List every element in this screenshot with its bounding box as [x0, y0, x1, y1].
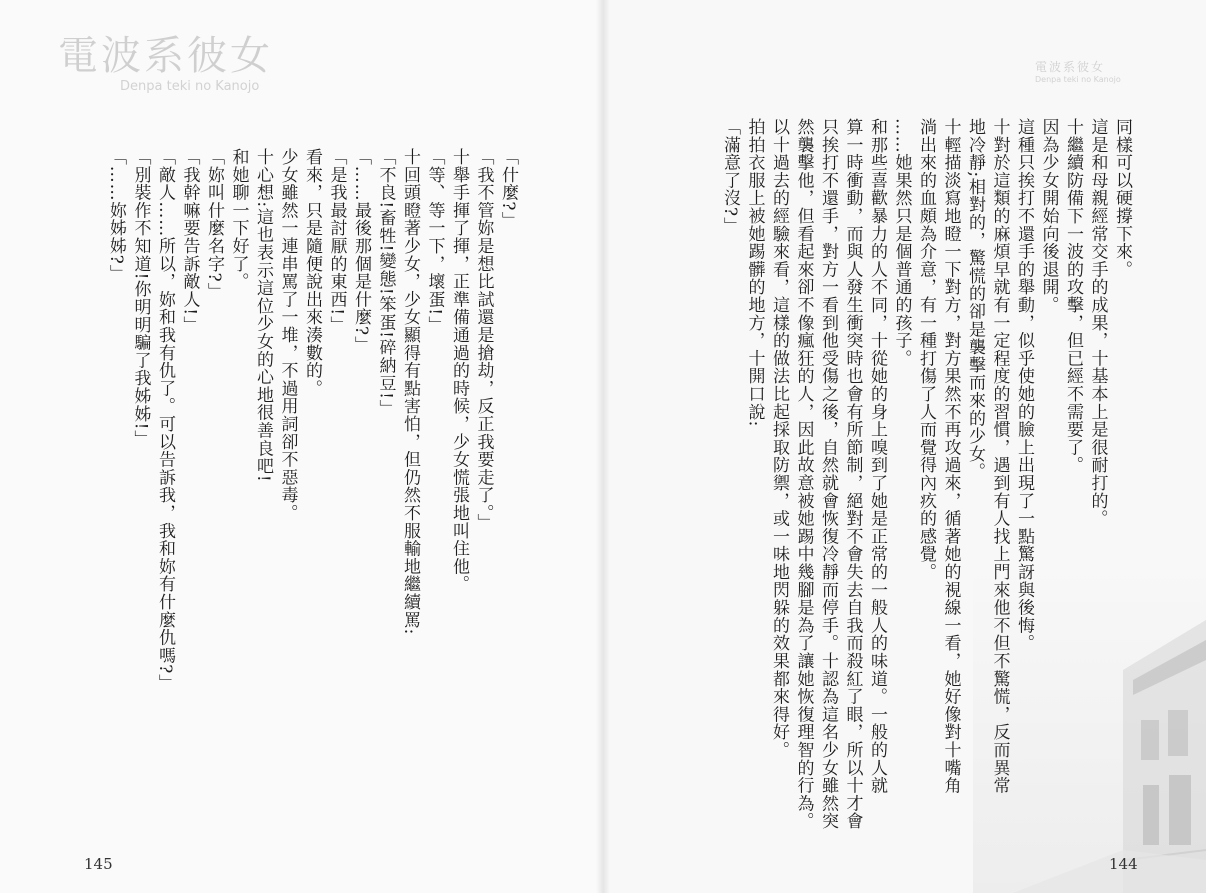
text-line: 這種只挨打不還手的舉動，似乎使她的臉上出現了一點驚訝與後悔。: [1014, 118, 1034, 652]
text-line: 十心想:這也表示這位少女的心地很善良吧!: [253, 148, 273, 483]
text-line: 「滿意了沒?」: [720, 118, 740, 235]
text-line: 「敵人……所以，妳和我有仇了。可以告訴我，我和妳有什麼仇嗎?」: [155, 148, 175, 692]
text-line: 「……妳姊姊?」: [106, 148, 126, 283]
page-number: 145: [84, 855, 113, 873]
text-line: 「等、等一下，壞蛋!」: [424, 148, 445, 334]
book-romaji: Denpa teki no Kanojo: [120, 79, 260, 94]
text-line: 「別裝作不知道!你明明騙了我姊姊!」: [130, 148, 151, 449]
text-line: 以十過去的經驗來看，這樣的做法比起採取防禦，或一味地閃躲的效果都來得好。: [769, 118, 789, 759]
right-page-text: [718, 118, 1135, 830]
header-brand: [58, 33, 273, 94]
text-line: 然襲擊他，但看起來卻不像瘋狂的人，因此故意被她踢中幾腳是為了讓她恢復理智的行為。: [793, 118, 814, 830]
text-line: 「什麼?」: [498, 148, 518, 230]
text-line: 十舉手揮了揮，正準備通過的時候，少女慌張地叫住他。: [449, 148, 469, 593]
text-line: 十對於這類的麻煩早就有一定程度的習慣，遇到有人找上門來他不但不驚慌，反而異常: [989, 118, 1010, 795]
text-line: 十輕描淡寫地瞪一下對方，對方果然不再攻過來，循著她的視線一看，她好像對十嘴角: [940, 118, 961, 795]
text-line: 因為少女開始向後退開。: [1038, 118, 1059, 314]
book-romaji-small: Denpa teki no Kanojo: [1035, 75, 1121, 84]
left-page-text: [104, 148, 521, 828]
right-page: [603, 0, 1206, 893]
header-brand-small: [1035, 58, 1121, 84]
text-line: 「我幹嘛要告訴敵人!」: [179, 148, 200, 334]
text-line: 「妳叫什麼名字?」: [204, 148, 224, 301]
book-title: 電波系彼女: [58, 33, 273, 79]
text-line: 算一時衝動，而與人發生衝突時也會有所節制，絕對不會失去自我而殺紅了眼，所以十才會: [842, 118, 863, 830]
text-line: 「是我最討厭的東西!」: [326, 148, 347, 334]
text-line: 和那些喜歡暴力的人不同，十從她的身上嗅到了她是正常的一般人的味道。一般的人就: [867, 118, 887, 795]
text-line: 淌出來的血頗為介意，有一種打傷了人而覺得內疚的感覺。: [916, 118, 936, 581]
text-line: 「不良!畜牲!變態!笨蛋!碎納豆!」: [375, 148, 396, 418]
text-line: 拍拍衣服上被她踢髒的地方，十開口說:: [744, 118, 765, 428]
text-line: 十回頭瞪著少女，少女顯得有點害怕，但仍然不服輸地繼續罵:: [400, 148, 420, 636]
text-line: 地冷靜;相對的，驚慌的卻是襲擊而來的少女。: [965, 118, 985, 481]
text-line: 「我不管妳是想比試還是搶劫，反正我要走了。」: [473, 148, 494, 532]
text-line: 這是和母親經常交手的成果，十基本上是很耐打的。: [1087, 118, 1108, 528]
text-line: 少女雖然一連串罵了一堆，不過用詞卻不惡毒。: [277, 148, 298, 522]
text-line: 同樣可以硬撐下來。: [1112, 118, 1132, 279]
book-gutter: [596, 0, 610, 893]
text-line: 看來，只是隨便說出來湊數的。: [302, 148, 322, 398]
text-line: 只挨打不還手，對方一看到他受傷之後，自然就會恢復冷靜而停手。十認為這名少女雖然突: [818, 118, 838, 830]
text-line: 「……最後那個是什麼?」: [351, 148, 371, 354]
book-title-small: 電波系彼女: [1035, 60, 1106, 74]
text-line: 十繼續防備下一波的攻擊，但已經不需要了。: [1063, 118, 1083, 474]
text-line: 和她聊一下好了。: [228, 148, 249, 291]
page-number: 144: [1109, 855, 1138, 873]
text-line: ……她果然只是個普通的孩子。: [891, 118, 912, 368]
